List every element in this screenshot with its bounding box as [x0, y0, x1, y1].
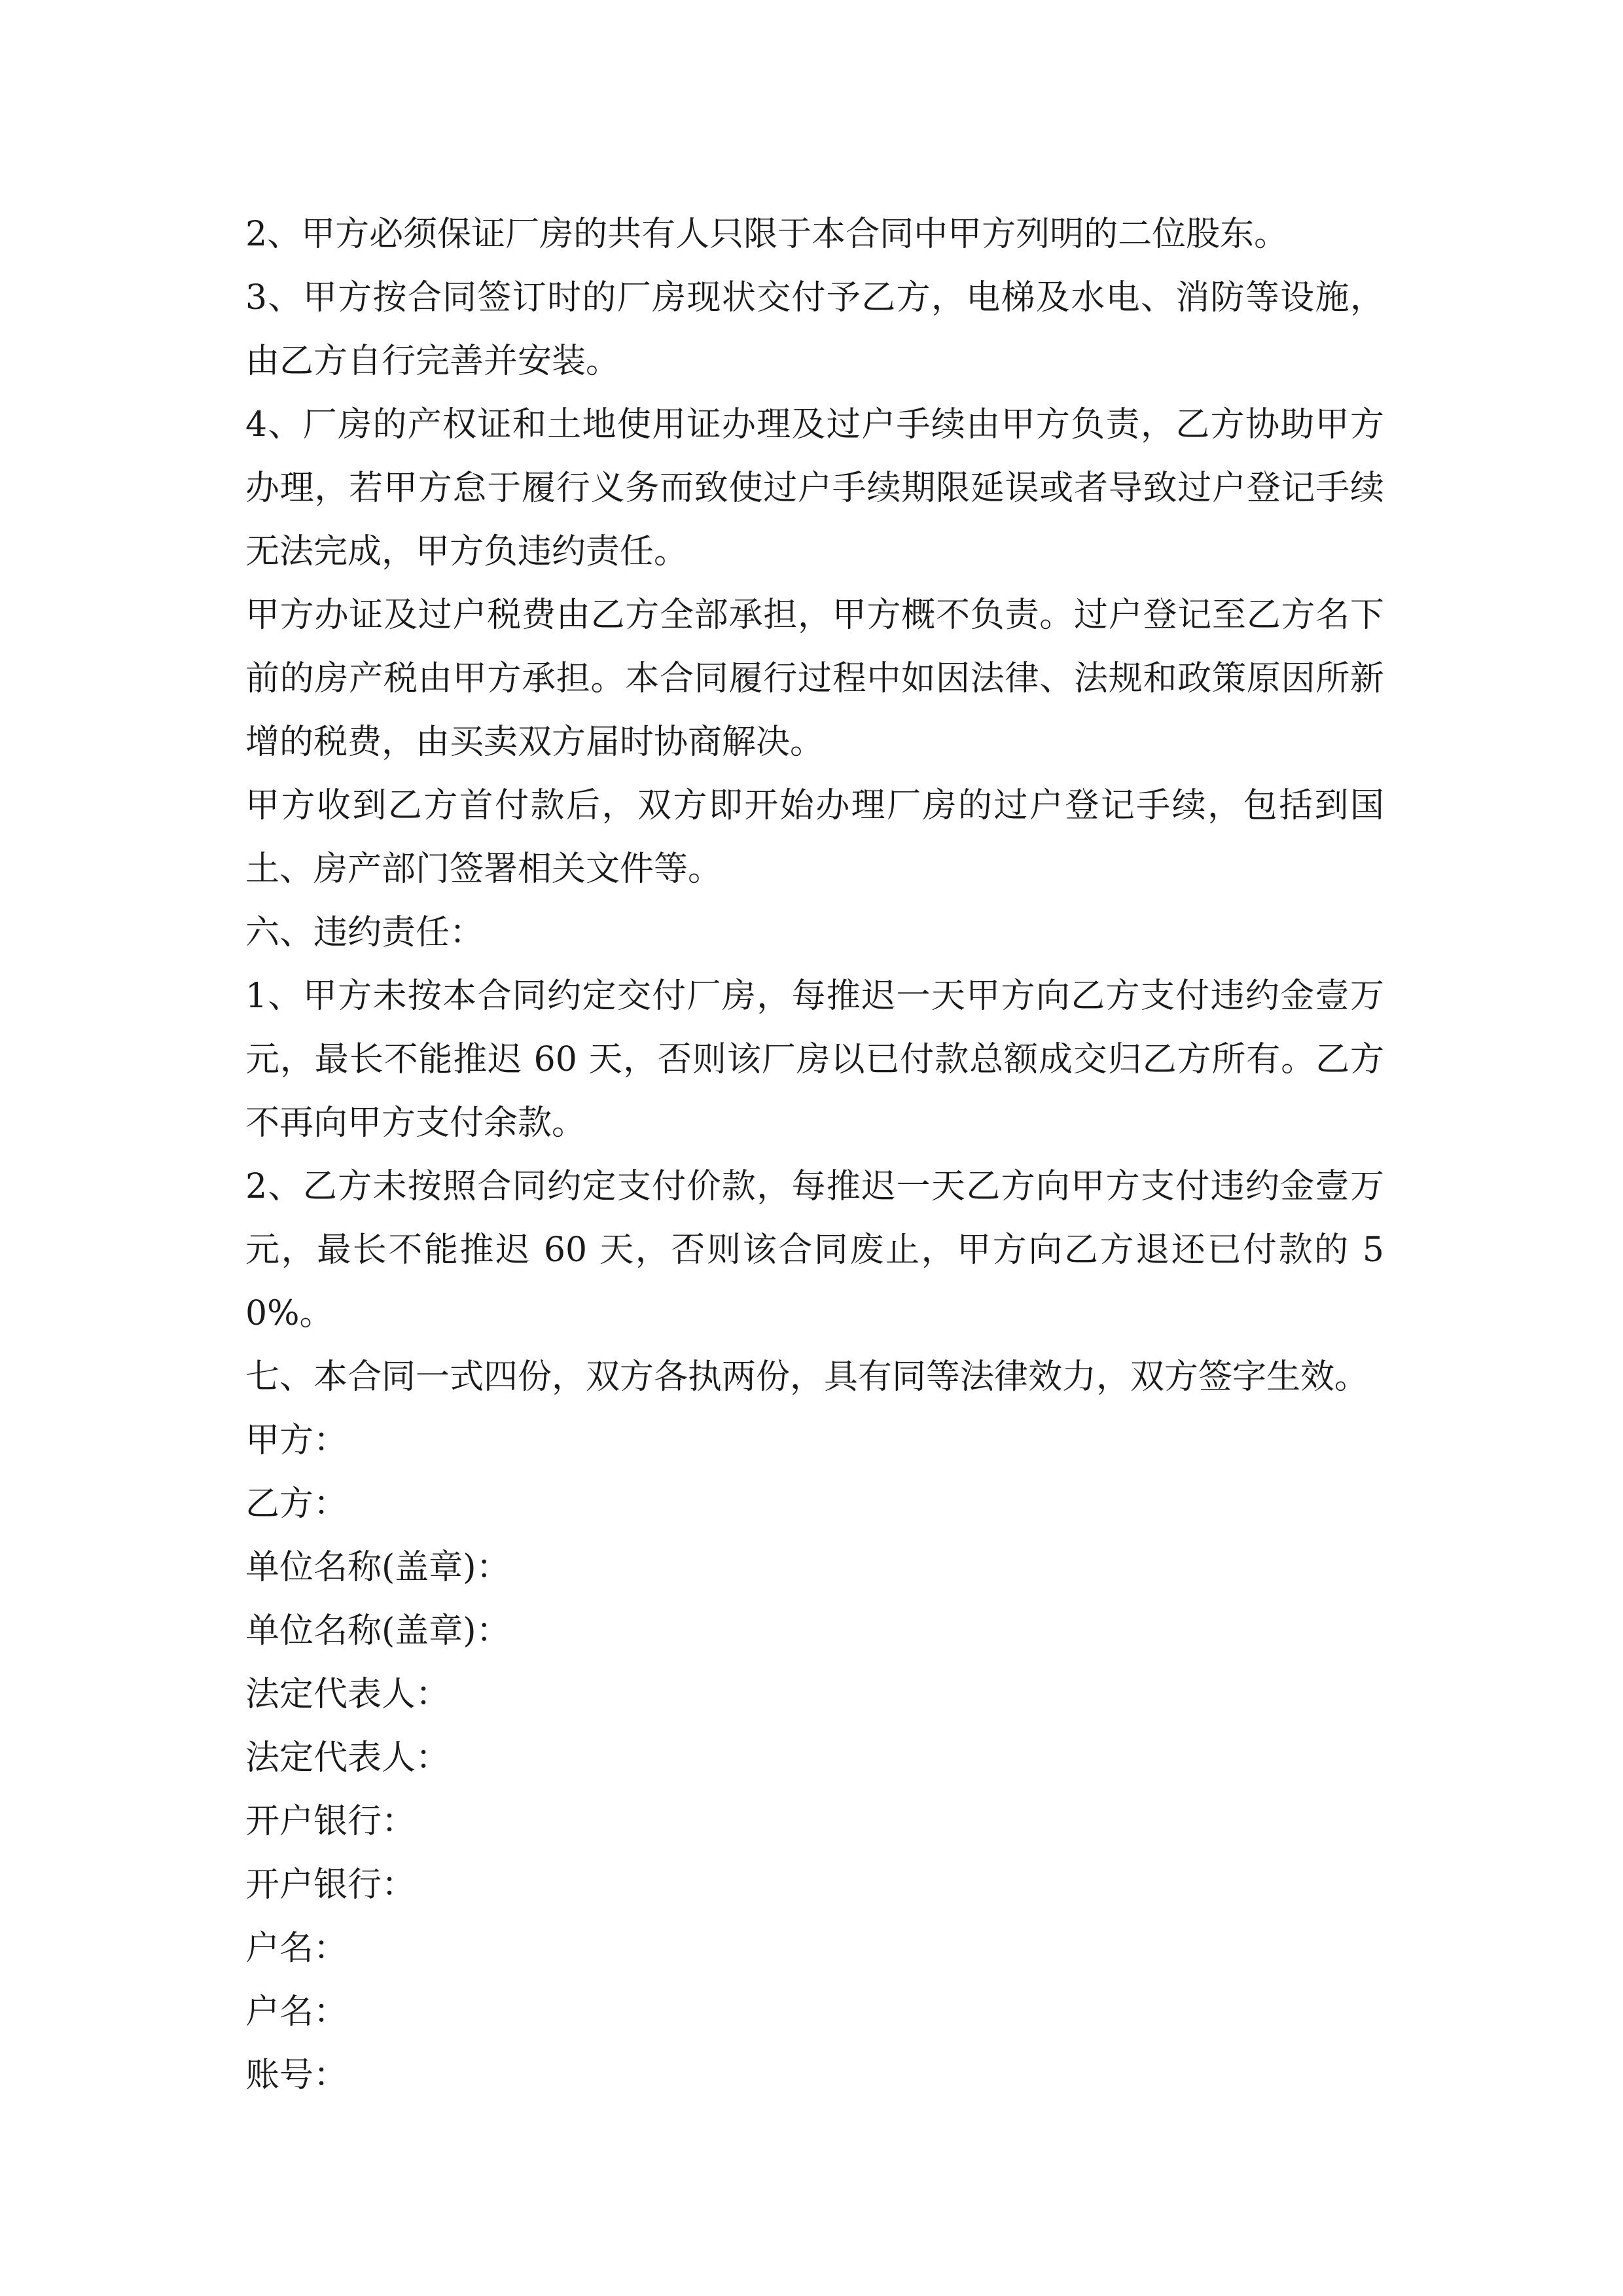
clause-paragraph: 2、甲方必须保证厂房的共有人只限于本合同中甲方列明的二位股东。 — [245, 215, 1289, 254]
clause-paragraph: 1、甲方未按本合同约定交付厂房，每推迟一天甲方向乙方支付违约金壹万元，最长不能推迟 60 天，否则该厂房以已付款总额成交归乙方所有。乙方不再向甲方支付余款。 — [245, 977, 1384, 1143]
signature-field-legal-representative: 法定代表人： — [245, 1675, 450, 1714]
signature-field-bank: 开户银行： — [245, 1865, 416, 1905]
clause-paragraph: 2、乙方未按照合同约定支付价款，每推迟一天乙方向甲方支付违约金壹万元，最长不能推迟 60 天，否则该合同废止，甲方向乙方退还已付款的 50%。 — [245, 1167, 1384, 1333]
clause-paragraph: 4、厂房的产权证和土地使用证办理及过户手续由甲方负责，乙方协助甲方办理，若甲方怠于履行义务而致使过户手续期限延误或者导致过户登记手续无法完成，甲方负违约责任。 — [245, 405, 1384, 571]
signature-field-party-b: 乙方： — [245, 1484, 348, 1524]
signature-field-company-name: 单位名称(盖章)： — [245, 1548, 510, 1587]
section-heading: 七、本合同一式四份，双方各执两份，具有同等法律效力，双方签字生效。 — [245, 1357, 1369, 1397]
section-heading: 六、违约责任： — [245, 913, 484, 952]
signature-field-account-name: 户名： — [245, 1992, 348, 2032]
signature-field-company-name: 单位名称(盖章)： — [245, 1611, 510, 1651]
clause-paragraph: 甲方办证及过户税费由乙方全部承担，甲方概不负责。过户登记至乙方名下前的房产税由甲方承担。本合同履行过程中如因法律、法规和政策原因所新增的税费，由买卖双方届时协商解决。 — [245, 596, 1384, 762]
signature-field-legal-representative: 法定代表人： — [245, 1738, 450, 1778]
signature-field-account-name: 户名： — [245, 1929, 348, 1968]
signature-field-party-a: 甲方： — [245, 1421, 348, 1460]
document-body — [245, 203, 1384, 2108]
signature-field-bank: 开户银行： — [245, 1802, 416, 1841]
clause-paragraph: 3、甲方按合同签订时的厂房现状交付予乙方，电梯及水电、消防等设施，由乙方自行完善并安装。 — [245, 278, 1384, 381]
signature-field-account-number: 账号： — [245, 2056, 348, 2095]
clause-paragraph: 甲方收到乙方首付款后，双方即开始办理厂房的过户登记手续，包括到国土、房产部门签署相关文件等。 — [245, 786, 1384, 889]
